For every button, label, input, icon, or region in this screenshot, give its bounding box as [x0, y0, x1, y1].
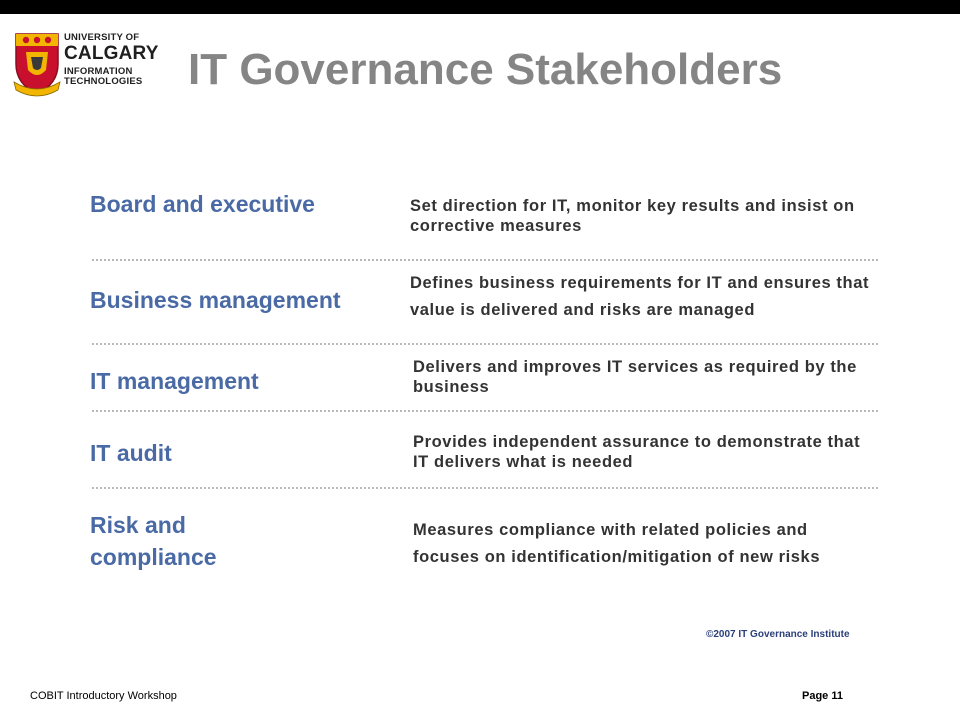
stakeholder-description-risk-compliance: Measures compliance with related policies and focuses on identification/mitigation of new risks — [413, 521, 821, 566]
logo-line-3: INFORMATION — [64, 65, 133, 77]
separator-line — [92, 259, 878, 261]
footer-workshop-name: COBIT Introductory Workshop — [30, 690, 177, 702]
copyright-notice: ©2007 IT Governance Institute — [706, 629, 850, 640]
stakeholder-description-business-management: Defines business requirements for IT and ensures that value is delivered and risks are managed — [410, 274, 870, 319]
separator-line — [92, 343, 878, 345]
page-title: IT Governance Stakeholders — [188, 45, 783, 94]
footer-page-number: Page 11 — [802, 690, 843, 702]
stakeholder-role-it-audit: IT audit — [90, 440, 172, 466]
stakeholder-role-board: Board and executive — [90, 191, 315, 217]
stakeholder-role-it-management: IT management — [90, 368, 259, 394]
logo-line-4: TECHNOLOGIES — [64, 76, 143, 87]
logo-line-2: CALGARY — [64, 42, 159, 64]
crest-icon — [12, 30, 62, 98]
stakeholder-role-risk-compliance: Risk and compliance — [90, 512, 217, 570]
stakeholder-role-business-management: Business management — [90, 287, 341, 313]
stakeholder-description-it-audit: Provides independent assurance to demonstrate that IT delivers what is needed — [413, 433, 861, 471]
university-logo — [12, 30, 159, 98]
logo-wordmark — [64, 33, 159, 87]
top-bar — [0, 0, 960, 14]
stakeholder-description-board: Set direction for IT, monitor key results and insist on corrective measures — [410, 197, 855, 235]
separator-line — [92, 487, 878, 489]
stakeholder-description-it-management: Delivers and improves IT services as required by the business — [413, 358, 857, 396]
separator-line — [92, 410, 878, 412]
logo-line-1: UNIVERSITY OF — [64, 32, 140, 43]
